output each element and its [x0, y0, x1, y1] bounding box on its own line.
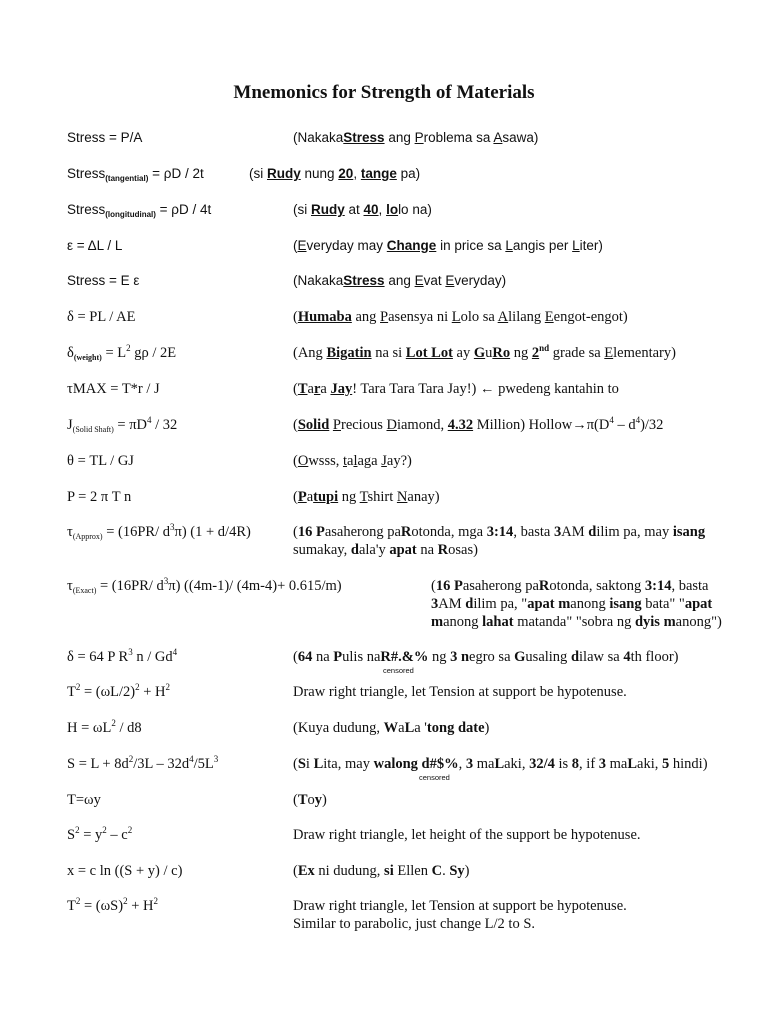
mnemonic-shear-approx: (16 Pasaherong paRotonda, mga 3:14, basta 3AM dilim pa, may isang sumakay, dala'y apat na Rosas) — [293, 524, 706, 558]
censored-note: censored — [383, 666, 414, 675]
formula-hookes-law: Stress = E ε — [67, 273, 140, 288]
formula-stress-longitudinal: Stress$_{(longitudinal)}$ = ρD / 4t — [67, 202, 212, 219]
mnemonic-stress-tangential: (si Rudy nung 20, tange pa) — [249, 166, 421, 181]
mnemonic-spring-deflection: (64 na Pulis naR#.&% ng 3 negro sa Gusaling dilaw sa 4th floor) — [293, 649, 679, 665]
formula-polar-moment: $J_{(Solid Shaft)} = \pi D^4 / 32$ — [67, 415, 178, 434]
censored-note-2: censored — [419, 773, 450, 782]
formula-horizontal-tension: $H = \omega L^2 / d8$ — [67, 718, 142, 736]
mnemonic-catenary-length: Draw right triangle, let height of the support be hypotenuse. — [293, 827, 641, 843]
formula-angle-of-twist: θ = TL / GJ — [67, 453, 134, 469]
formula-catenary-support-tension: $T^2 = (\omega S)^2 + H^2$ — [67, 896, 158, 914]
mnemonic-catenary-x: (Ex ni dudung, si Ellen C. Sy) — [293, 863, 470, 879]
mnemonic-horizontal-tension: (Kuya dudung, WaLa 'tong date) — [293, 720, 490, 736]
formula-strain: ε = ΔL / L — [67, 238, 123, 253]
formula-deformation: δ = PL / AE — [67, 309, 136, 325]
mnemonic-polar-moment: (Solid Precious Diamond, 4.32 Million) $Hollow\to\pi(D^4 - d^4)/32$ — [293, 415, 664, 433]
mnemonic-power: (Patupi ng Tshirt Nanay) — [293, 489, 440, 505]
formula-catenary-x: x = c ln ((S + y) / c) — [67, 863, 183, 879]
formula-catenary-tension: T=ωy — [67, 792, 101, 808]
mnemonic-angle-of-twist: (Owsss, talaga Jay?) — [293, 453, 412, 469]
formula-shear-approx: $\tau_{(Approx)} = (16PR/$ $d^3\pi$) (1 + d/4R) — [67, 522, 251, 541]
mnemonic-deformation-weight: (Ang Bigatin na si Lot Lot ay GuRo ng 2nd grade sa Elementary) — [293, 343, 676, 361]
formula-catenary-length: $S^2 = y^2 - c^2$ — [67, 825, 133, 843]
mnemonic-cable-length: (Si Lita, may walong d#$%, 3 maLaki, 32/4 is 8, if 3 maLaki, 5 hindi) — [293, 756, 708, 772]
formula-deformation-weight: $\delta_{(weight)} = L^2$ gρ / 2E — [67, 343, 177, 362]
mnemonic-deformation: (Humaba ang Pasensya ni Lolo sa Alilang Eengot-engot) — [293, 309, 628, 325]
formula-cable-length: $S = L + 8d^2/3L - 32d^4/5L^3$ — [67, 754, 219, 772]
mnemonic-parabolic-tension: Draw right triangle, let Tension at support be hypotenuse. — [293, 684, 627, 700]
mnemonic-catenary-tension: (Toy) — [293, 792, 327, 808]
formula-stress: Stress = P/A — [67, 130, 143, 145]
formula-shear-exact: $\tau_{(Exact)} = (16PR/$ $d^3\pi$) ((4m-1)/ (4m-4)+ 0.615/m) — [67, 576, 342, 595]
mnemonic-stress-longitudinal: (si Rudy at 40, lolo na) — [293, 202, 432, 217]
mnemonic-catenary-support-tension: Draw right triangle, let Tension at support be hypotenuse. Similar to parabolic, just change L/2 to S. — [293, 898, 627, 932]
mnemonic-stress: (NakakaStress ang Problema sa Asawa) — [293, 130, 539, 145]
mnemonic-torsion-stress: (Tara Jay! Tara Tara Tara Jay!) ← pwedeng kantahin to — [293, 381, 619, 397]
formula-power: P = 2 π T n — [67, 489, 132, 505]
formula-stress-tangential: Stress$_{(tangential)}$ = ρD / 2t — [67, 166, 204, 183]
mnemonic-strain: (Everyday may Change in price sa Langis per Liter) — [293, 238, 603, 253]
formula-torsion-stress: τMAX = T*r / J — [67, 381, 160, 397]
formula-parabolic-tension: $T^2 = (\omega L/2)^2 + H^2$ — [67, 682, 171, 700]
page-title: Mnemonics for Strength of Materials — [233, 82, 535, 103]
mnemonic-shear-exact: (16 Pasaherong paRotonda, saktong 3:14, basta 3AM dilim pa, "apat manong isang bata" "apat manong lahat matanda" "sobra ng dyis manong") — [431, 578, 722, 630]
formula-spring-deflection: δ = 64 P $R^3$ n / Gd$^4$ — [67, 647, 178, 665]
mnemonic-hookes-law: (NakakaStress ang Evat Everyday) — [293, 273, 507, 288]
